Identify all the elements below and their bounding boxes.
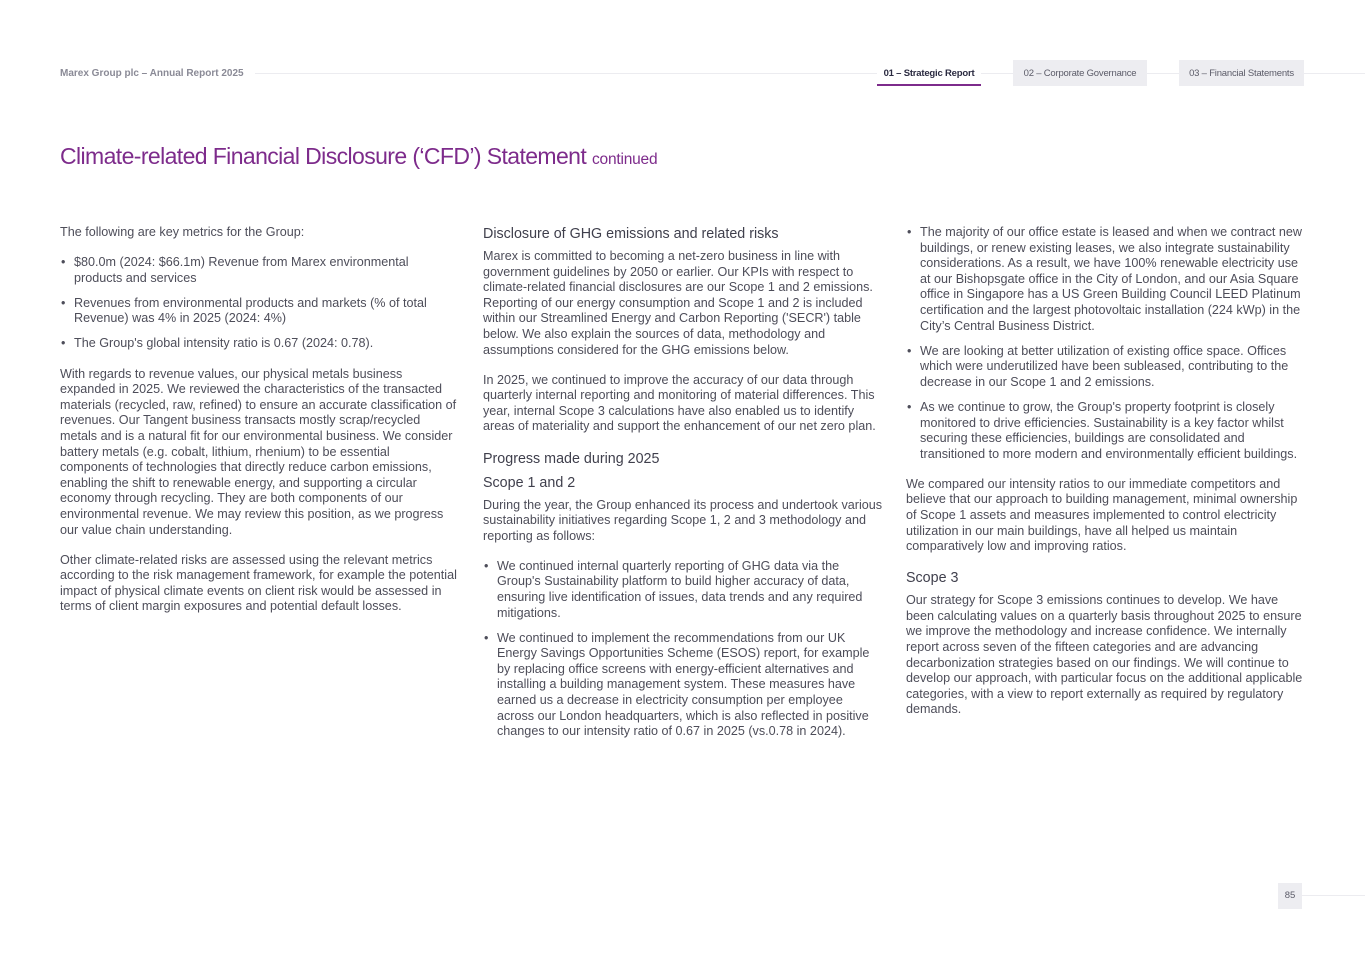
- list-item: • We are looking at better utilization of existing office space. Offices which were underutilized have been subleased, contributing to the decrease in our Scope 1 and 2 emissions.: [906, 344, 1306, 391]
- net-zero-paragraph: Marex is committed to becoming a net-zero business in line with government guidelines by 2050 or earlier. Our KPIs with respect to climate-related financial disclosures are our Scope 1 and 2 emissions. Reporting of our energy consumption and Scope 1 and 2 is included within our Streamlined Energy and Carbon Reporting ('SECR') table below. We also explain the sources of data, methodology and assumptions considered for the GHG emissions below.: [483, 249, 873, 357]
- initiatives-paragraph: During the year, the Group enhanced its process and undertook various sustainability initiatives regarding Scope 1, 2 and 3 methodology and reporting as follows:: [483, 497, 883, 543]
- intensity-paragraph: We compared our intensity ratios to our immediate competitors and believe that our approach to building management, minimal ownership of Scope 1 assets and measures implemented to control electricity utilization in our main buildings, have all helped us maintain comparatively low and improving ratios.: [906, 476, 1298, 554]
- footer-rule: [1302, 895, 1365, 896]
- heading-ghg-disclosure: Disclosure of GHG emissions and related risks: [483, 226, 779, 242]
- risk-paragraph: Other climate-related risks are assessed using the relevant metrics according to the risk management framework, for example the potential impact of physical climate events on client risk would be assessed in terms of client margin exposures and potential default losses.: [60, 552, 457, 614]
- column-2: [483, 225, 883, 754]
- key-metrics-list: [60, 255, 460, 352]
- list-item: • $80.0m (2024: $66.1m) Revenue from Marex environmental products and services: [60, 255, 460, 286]
- page-title-main: Climate-related Financial Disclosure (‘CFD’) Statement: [60, 143, 587, 169]
- page-title: [60, 143, 657, 170]
- revenue-paragraph: With regards to revenue values, our physical metals business expanded in 2025. We reviewed the characteristics of the transacted materials (recycled, raw, refined) to ensure an accurate classification of revenues. Our Tangent business transacts mostly scrap/recycled metals and is a natural fit for our environmental business. We consider battery metals (e.g. cobalt, lithium, rhenium) to be essential components of technologies that directly reduce carbon emissions, enabling the shift to renewable energy, and supporting a circular economy through recycling. They are both components of our environmental revenue. We may review this position, as we progress our value chain understanding.: [60, 366, 457, 537]
- column-1: [60, 225, 460, 629]
- heading-scope-3: Scope 3: [906, 570, 959, 587]
- metrics-intro: The following are key metrics for the Group:: [60, 225, 305, 239]
- tab-corporate-governance[interactable]: 02 – Corporate Governance: [1013, 60, 1147, 86]
- list-item: • As we continue to grow, the Group's property footprint is closely monitored to drive efficiencies. Sustainability is a key factor whilst securing these efficiencies, buildings are consolidated and transitioned to more modern and environmentally efficient buildings.: [906, 400, 1306, 462]
- heading-scope-1-2: Scope 1 and 2: [483, 474, 576, 491]
- list-item: • The Group's global intensity ratio is 0.67 (2024: 0.78).: [60, 336, 460, 352]
- accuracy-paragraph: In 2025, we continued to improve the accuracy of our data through quarterly internal reporting and monitoring of material differences. This year, internal Scope 3 calculations have also enabled us to identify areas of materiality and support the enhancement of our net zero plan.: [483, 372, 876, 434]
- initiatives-list: [483, 559, 883, 740]
- page-title-suffix: continued: [591, 151, 658, 168]
- list-item: • The majority of our office estate is leased and when we contract new buildings, or renew existing leases, we also integrate sustainability considerations. As a result, we have 100% renewable electricity use at our Bishopsgate office in the City of London, and our Asia Square office in Singapore has a US Green Building Council LEED Platinum certification and the largest photovoltaic installation (224 kWp) in the City’s Central Business District.: [906, 225, 1306, 334]
- tab-strategic-report[interactable]: 01 – Strategic Report: [877, 60, 981, 86]
- heading-progress: Progress made during 2025: [483, 450, 660, 467]
- scope3-paragraph: Our strategy for Scope 3 emissions continues to develop. We have been calculating values on a quarterly basis throughout 2025 to ensure we improve the methodology and increase confidence. We internally report across seven of the fifteen categories and are advancing decarbonization strategies based on our findings. We will continue to develop our approach, with particular focus on the additional applicable categories, with a view to report externally as required by regulatory demands.: [906, 593, 1303, 717]
- list-item: • We continued internal quarterly reporting of GHG data via the Group's Sustainability platform to build higher accuracy of data, ensuring live identification of issues, data trends and any required mitigations.: [483, 559, 883, 621]
- tab-financial-statements[interactable]: 03 – Financial Statements: [1179, 60, 1304, 86]
- list-item: • Revenues from environmental products and markets (% of total Revenue) was 4% in 2025 (2024: 4%): [60, 296, 460, 327]
- report-title: Marex Group plc – Annual Report 2025: [60, 68, 244, 79]
- column-3: [906, 225, 1306, 733]
- list-item: • We continued to implement the recommendations from our UK Energy Savings Opportunities Scheme (ESOS) report, for example by replacing office screens with energy-efficient alternatives and installing a building management system. These measures have earned us a decrease in electricity consumption per employee across our London headquarters, which is also reflected in positive changes to our intensity ratio of 0.67 in 2025 (vs.0.78 in 2024).: [483, 631, 883, 740]
- page-number: 85: [1278, 883, 1302, 909]
- office-estate-list: [906, 225, 1306, 462]
